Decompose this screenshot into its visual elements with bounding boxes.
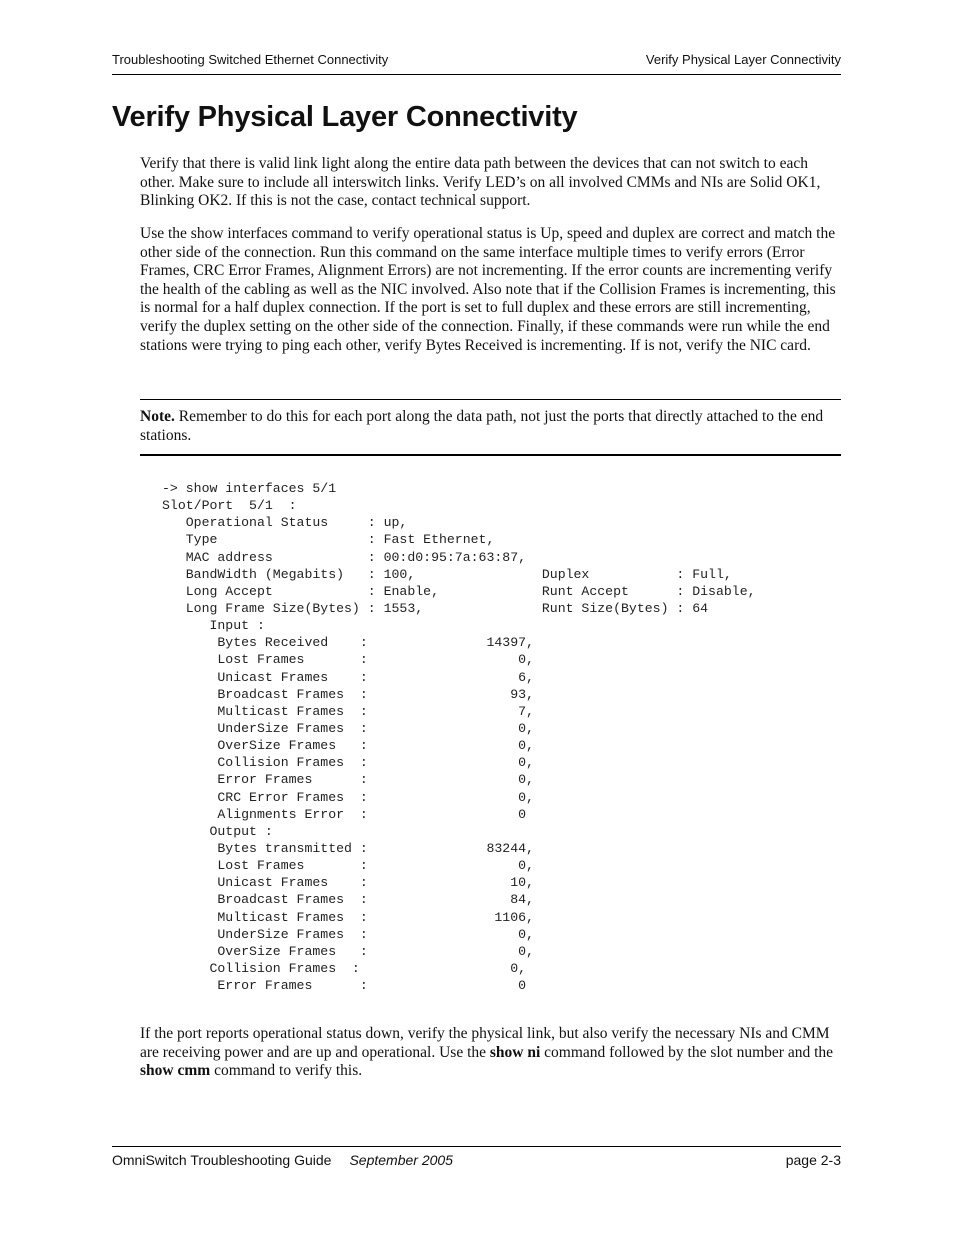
paragraph-link-light: Verify that there is valid link light along the entire data path between the devices that can not switch to each other. Make sure to include all interswitch links. Verify LED’s on all involved CMMs and NIs are Solid OK1, Blinking OK2. If this is not the case, contact technical support. bbox=[140, 155, 821, 210]
paragraph-operational-status bbox=[140, 1025, 840, 1081]
code-line: Alignments Error : 0 bbox=[162, 806, 527, 822]
note-paragraph bbox=[140, 408, 841, 445]
code-line: Broadcast Frames : 84, bbox=[162, 892, 534, 908]
para3-text-2: command followed by the slot number and the bbox=[540, 1043, 834, 1061]
code-line: Lost Frames : 0, bbox=[162, 652, 534, 668]
code-line: Long Accept : Enable, Runt Accept : Disable, bbox=[162, 583, 756, 599]
show-cmm-command: show cmm bbox=[140, 1062, 211, 1080]
paragraph-show-interfaces: Use the show interfaces command to verify operational status is Up, speed and duplex are correct and match the other side of the connection. Run this command on the same interface multiple times to verify errors (Error Frames, CRC Error Frames, Alignment Errors) are not incrementing. If the error counts are incrementing verify the health of the cabling as well as the NIC involved. Also note that if the Collision Frames is incrementing, this is normal for a half duplex connection. If the port is set to full duplex and these errors are still incrementing, verify the duplex setting on the other side of the connection. Finally, if these commands were run while the end stations were trying to ping each other, verify Bytes Received is incrementing. If is not, verify the NIC card. bbox=[140, 225, 836, 354]
code-line: Error Frames : 0 bbox=[162, 978, 527, 994]
footer-date: September 2005 bbox=[349, 1152, 453, 1168]
code-line: Multicast Frames : 7, bbox=[162, 703, 534, 719]
code-line: MAC address : 00:d0:95:7a:63:87, bbox=[162, 549, 527, 565]
code-line: BandWidth (Megabits) : 100, Duplex : Full, bbox=[162, 566, 732, 582]
code-line: Lost Frames : 0, bbox=[162, 858, 534, 874]
code-line: Collision Frames : 0, bbox=[162, 960, 527, 976]
code-line: Broadcast Frames : 93, bbox=[162, 686, 534, 702]
para3-text-1: If the port reports operational status down, verify the physical link, but also verify the necessary NIs and CMM are receiving power and are up and operational. Use the bbox=[140, 1025, 830, 1061]
code-line: Long Frame Size(Bytes) : 1553, Runt Size(Bytes) : 64 bbox=[162, 600, 709, 616]
note-box bbox=[140, 399, 841, 456]
footer-guide-title: OmniSwitch Troubleshooting Guide bbox=[112, 1152, 332, 1168]
code-line: Error Frames : 0, bbox=[162, 772, 534, 788]
running-header bbox=[112, 52, 841, 75]
note-label: Note. bbox=[140, 408, 175, 425]
code-line: Input : bbox=[162, 618, 265, 634]
code-line: OverSize Frames : 0, bbox=[162, 738, 534, 754]
code-line: Multicast Frames : 1106, bbox=[162, 909, 534, 925]
page-footer bbox=[112, 1146, 841, 1168]
footer-left bbox=[112, 1152, 453, 1168]
code-line: -> show interfaces 5/1 bbox=[162, 481, 337, 496]
code-line: Output : bbox=[162, 823, 273, 839]
para3-text-3: command to verify this. bbox=[210, 1062, 363, 1080]
code-line: Type : Fast Ethernet, bbox=[162, 532, 495, 548]
page-title: Verify Physical Layer Connectivity bbox=[112, 101, 578, 133]
code-line: Unicast Frames : 10, bbox=[162, 875, 534, 891]
command-output-block bbox=[162, 480, 756, 994]
code-line: Collision Frames : 0, bbox=[162, 755, 534, 771]
footer-page-number: page 2-3 bbox=[785, 1152, 841, 1168]
code-line: Slot/Port 5/1 : bbox=[162, 498, 297, 514]
code-line: UnderSize Frames : 0, bbox=[162, 720, 534, 736]
code-line: Operational Status : up, bbox=[162, 515, 408, 531]
code-line: Unicast Frames : 6, bbox=[162, 669, 534, 685]
note-text: Remember to do this for each port along the data path, not just the ports that directly attached to the end stations. bbox=[140, 408, 824, 444]
header-chapter-title: Troubleshooting Switched Ethernet Connectivity bbox=[112, 52, 389, 67]
code-line: OverSize Frames : 0, bbox=[162, 943, 534, 959]
header-section-title: Verify Physical Layer Connectivity bbox=[645, 52, 841, 67]
code-line: UnderSize Frames : 0, bbox=[162, 926, 534, 942]
code-line: Bytes transmitted : 83244, bbox=[162, 840, 534, 856]
code-line: CRC Error Frames : 0, bbox=[162, 789, 534, 805]
show-ni-command: show ni bbox=[489, 1043, 541, 1061]
code-line: Bytes Received : 14397, bbox=[162, 635, 534, 651]
